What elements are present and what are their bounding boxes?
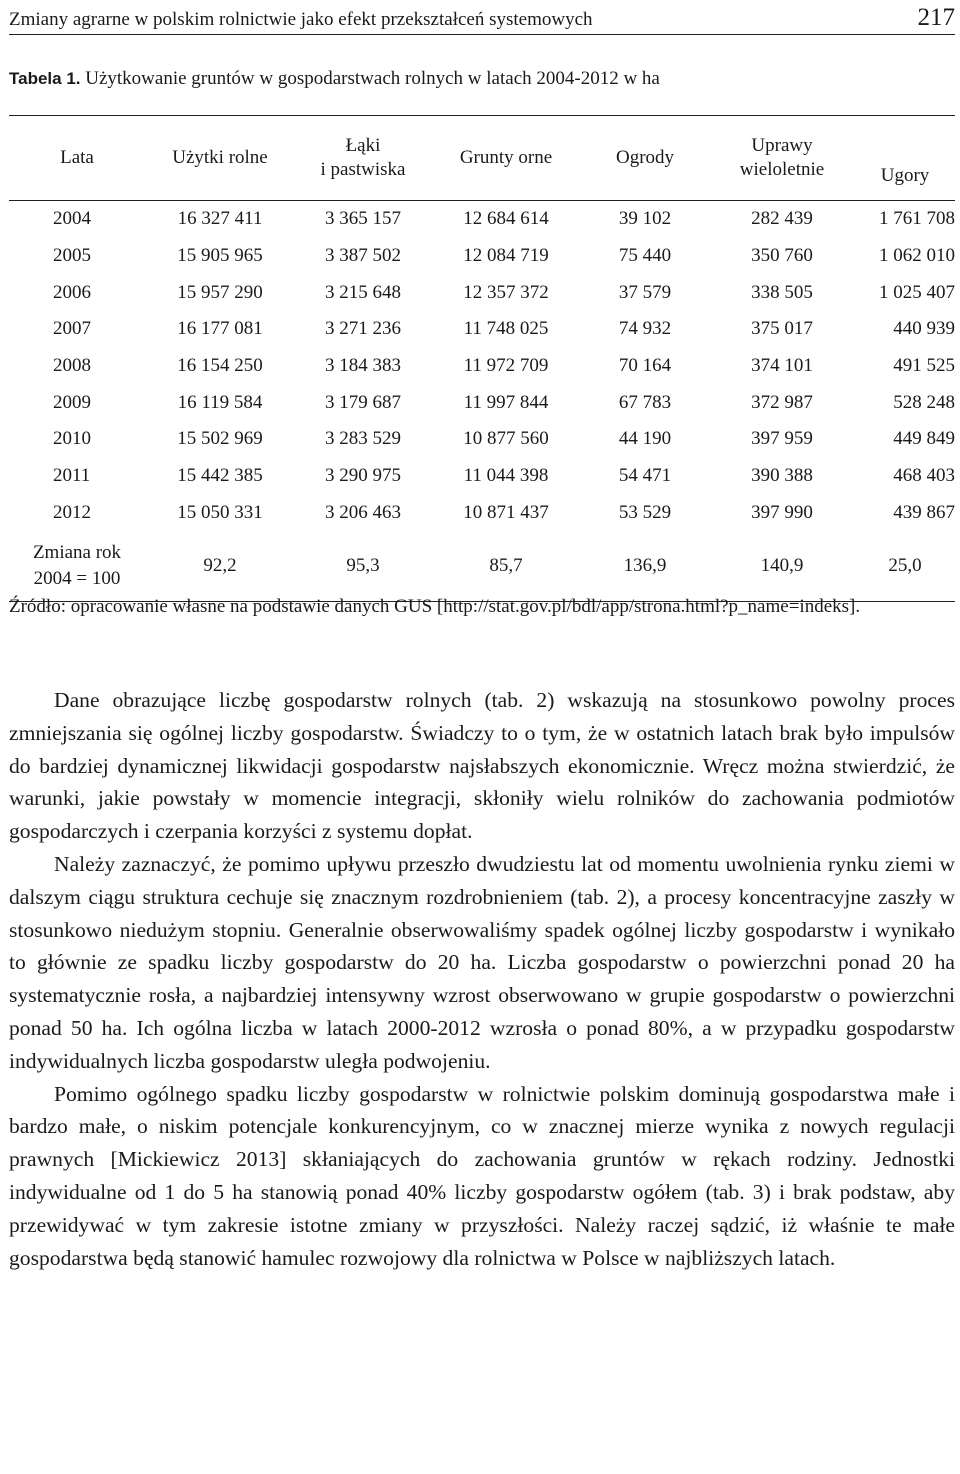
cell-year: 2012: [53, 501, 91, 523]
cell-uzytki: 15 442 385: [177, 465, 263, 487]
table-label: Tabela 1.: [9, 69, 81, 88]
cell-laki: 3 387 502: [325, 245, 401, 267]
table-row: [9, 495, 955, 532]
cell-year: 2006: [53, 281, 91, 303]
change-uprawy: 140,9: [760, 555, 804, 577]
cell-grunty: 10 871 437: [463, 501, 549, 523]
cell-uzytki: 16 327 411: [177, 208, 263, 230]
land-use-table: [9, 115, 955, 602]
change-laki: 95,3: [346, 555, 380, 577]
cell-laki: 3 365 157: [325, 208, 401, 230]
cell-laki: 3 184 383: [325, 355, 401, 377]
header-ugory: Ugory: [880, 165, 930, 186]
cell-grunty: 11 997 844: [463, 391, 549, 413]
running-header: [9, 4, 955, 35]
change-label: [9, 531, 145, 602]
cell-uzytki: 16 154 250: [177, 355, 263, 377]
change-ugory: 25,0: [888, 555, 922, 577]
cell-uzytki: 15 905 965: [177, 245, 263, 267]
cell-ogrody: 70 164: [618, 355, 672, 377]
cell-laki: 3 215 648: [325, 281, 401, 303]
change-label-line1: Zmiana rok: [32, 542, 122, 564]
cell-year: 2010: [53, 428, 91, 450]
cell-uprawy: 397 959: [751, 428, 813, 450]
cell-uzytki: 15 050 331: [177, 501, 263, 523]
cell-year: 2004: [53, 208, 91, 230]
cell-uzytki: 16 119 584: [177, 391, 263, 413]
paragraph: Dane obrazujące liczbę gospodarstw rolnych (tab. 2) wskazują na stosunkowo powolny proces zmniejszania się ogólnej liczby gospodarstw. Świadczy to o tym, że w ostatnich latach brak było impulsów do bardziej dynamicznej likwidacji gospodarstw najsłabszych ekonomicznie. Wręcz można stwierdzić, że warunki, jakie powstały w momencie integracji, skłoniły wielu rolników do zachowania podmiotów gospodarczych i czerpania korzyści z systemu dopłat.: [9, 688, 955, 844]
header-uprawy-line1: Uprawy: [751, 135, 813, 156]
cell-grunty: 11 044 398: [463, 465, 549, 487]
table-row: [9, 201, 955, 238]
cell-ogrody: 74 932: [618, 318, 672, 340]
header-grunty-orne: Grunty orne: [459, 147, 553, 168]
cell-ogrody: 53 529: [618, 501, 672, 523]
cell-ugory: 449 849: [893, 428, 955, 450]
change-row: [9, 531, 955, 602]
source-text: Źródło: opracowanie własne na podstawie danych GUS [http://stat.gov.pl/bdl/app/strona.html?p_name=indeks].: [9, 596, 861, 617]
change-uzytki: 92,2: [203, 555, 237, 577]
cell-ugory: 1 025 407: [879, 281, 955, 303]
header-laki-pastwiska: [295, 116, 431, 201]
cell-laki: 3 179 687: [325, 391, 401, 413]
cell-uzytki: 15 502 969: [177, 428, 263, 450]
cell-year: 2011: [53, 465, 91, 487]
cell-year: 2005: [53, 245, 91, 267]
page-number: 217: [917, 4, 955, 31]
table-row: [9, 311, 955, 348]
cell-ugory: 1 062 010: [879, 245, 955, 267]
cell-uprawy: 397 990: [751, 501, 813, 523]
cell-laki: 3 271 236: [325, 318, 401, 340]
cell-grunty: 12 084 719: [463, 245, 549, 267]
cell-grunty: 12 684 614: [463, 208, 549, 230]
cell-uzytki: 16 177 081: [177, 318, 263, 340]
cell-ogrody: 75 440: [618, 245, 672, 267]
cell-uprawy: 338 505: [751, 281, 813, 303]
cell-uzytki: 15 957 290: [177, 281, 263, 303]
cell-year: 2009: [53, 391, 91, 413]
cell-uprawy: 390 388: [751, 465, 813, 487]
cell-ugory: 440 939: [893, 318, 955, 340]
body-text: [9, 684, 955, 1274]
cell-laki: 3 290 975: [325, 465, 401, 487]
cell-uprawy: 375 017: [751, 318, 813, 340]
cell-uprawy: 374 101: [751, 355, 813, 377]
table-row: [9, 274, 955, 311]
cell-grunty: 11 972 709: [463, 355, 549, 377]
cell-laki: 3 206 463: [325, 501, 401, 523]
cell-ogrody: 39 102: [618, 208, 672, 230]
cell-year: 2008: [53, 355, 91, 377]
table-row: [9, 348, 955, 385]
cell-grunty: 10 877 560: [463, 428, 549, 450]
table-row: [9, 384, 955, 421]
header-lata: Lata: [60, 147, 94, 168]
running-title: Zmiany agrarne w polskim rolnictwie jako efekt przekształceń systemowych: [9, 9, 593, 30]
table-row: [9, 238, 955, 275]
cell-uprawy: 372 987: [751, 391, 813, 413]
cell-ogrody: 54 471: [618, 465, 672, 487]
cell-ugory: 468 403: [893, 465, 955, 487]
cell-laki: 3 283 529: [325, 428, 401, 450]
cell-grunty: 12 357 372: [463, 281, 549, 303]
cell-uprawy: 350 760: [751, 245, 813, 267]
cell-year: 2007: [53, 318, 91, 340]
header-laki-line1: Łąki: [345, 135, 381, 156]
header-laki-line2: i pastwiska: [320, 159, 406, 180]
cell-ogrody: 37 579: [618, 281, 672, 303]
cell-uprawy: 282 439: [751, 208, 813, 230]
header-ogrody: Ogrody: [615, 147, 675, 168]
cell-ogrody: 67 783: [618, 391, 672, 413]
table-header-row: [9, 116, 955, 201]
header-uzytki-rolne: Użytki rolne: [172, 147, 268, 168]
cell-ugory: 439 867: [893, 501, 955, 523]
table-title: Użytkowanie gruntów w gospodarstwach rolnych w latach 2004-2012 w ha: [85, 68, 660, 89]
cell-ugory: 528 248: [893, 391, 955, 413]
table-source: [9, 594, 955, 620]
cell-ogrody: 44 190: [618, 428, 672, 450]
table-row: [9, 421, 955, 458]
change-grunty: 85,7: [489, 555, 523, 577]
change-label-line2: 2004 = 100: [33, 568, 121, 590]
table-caption: [9, 68, 660, 90]
cell-ugory: 1 761 708: [879, 208, 955, 230]
paragraph: Pomimo ogólnego spadku liczby gospodarstw w rolnictwie polskim dominują gospodarstwa małe i bardzo małe, o niskim potencjale konkurencyjnym, co w znacznej mierze wynika z nowych regulacji prawnych [Mickiewicz 2013] skłaniających do zachowania gruntów w rękach rodziny. Jednostki indywidualne od 1 do 5 ha stanowią ponad 40% liczby gospodarstw ogółem (tab. 3) i brak podstaw, aby przewidywać w tym zakresie istotne zmiany w przyszłości. Należy raczej sądzić, iż właśnie te małe gospodarstwa będą stanowić hamulec rozwojowy dla rolnictwa w Polsce w najbliższych latach.: [9, 1081, 955, 1270]
change-ogrody: 136,9: [623, 555, 667, 577]
header-uprawy-line2: wieloletnie: [739, 159, 825, 180]
header-uprawy-wieloletnie: [709, 116, 855, 201]
cell-grunty: 11 748 025: [463, 318, 549, 340]
table-row: [9, 458, 955, 495]
paragraph: Należy zaznaczyć, że pomimo upływu przeszło dwudziestu lat od momentu uwolnienia rynku ziemi w dalszym ciągu struktura cechuje się znacznym rozdrobnieniem (tab. 2), a procesy koncentracyjne zaszły w stosunkowo niedużym stopniu. Generalnie obserwowaliśmy spadek ogólnej liczby gospodarstw i wynikało to głównie ze spadku liczby gospodarstw do 20 ha. Liczba gospodarstw o powierzchni ponad 20 ha systematycznie rosła, a najbardziej intensywny wzrost obserwowano w grupie gospodarstw o powierzchni ponad 50 ha. Ich ogólna liczba w latach 2000-2012 wzrosła o ponad 80%, a w przypadku gospodarstw indywidualnych liczba gospodarstw uległa podwojeniu.: [9, 851, 955, 1073]
cell-ugory: 491 525: [893, 355, 955, 377]
